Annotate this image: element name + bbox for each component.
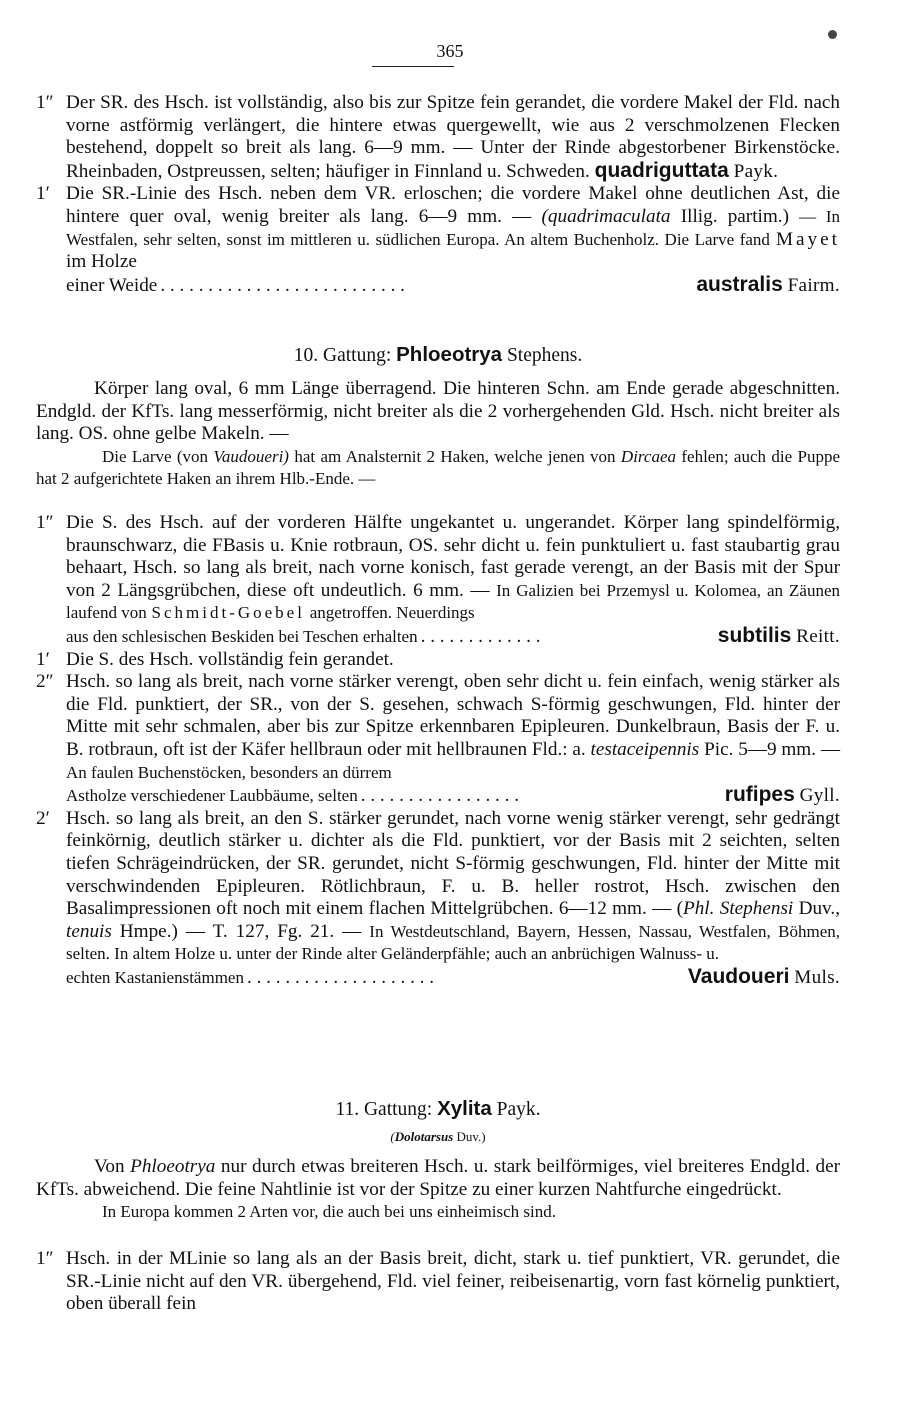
habitat-text-continued: im Holze <box>66 251 137 273</box>
note-text: Die Larve (von <box>102 446 209 466</box>
dot-leader: . . . . . . . . . . . . . . . . . . . . <box>246 966 435 988</box>
note-genus: Dircaea <box>620 446 676 466</box>
intro-text: Von <box>94 1156 125 1177</box>
entry-text: Die S. des Hsch. auf der vorderen Hälfte ungekantet u. ungerandet. Körper lang spindelförmig, braunschwarz, die FBasis u. Knie rotbraun, OS. sehr dicht u. fein punktuliert u. fast staubartig grau behaart, Hsch. so lang als breit, nach vorne konisch, fast gerade verengt, an der Basis mit der Spur von 2 Längsgrübchen, diese oft undeutlich. 6 mm. — <box>66 512 840 601</box>
key-entry-xylita-1 <box>36 1248 840 1316</box>
key-section-b <box>36 512 840 989</box>
page-number: 365 <box>436 41 464 61</box>
key-entry-quadriguttata <box>36 92 840 183</box>
synonym-name-2: tenuis <box>66 920 112 942</box>
habitat-text: In Westdeutschland, Bayern, Hessen, Nassau, Westfalen, Böhmen, selten. In altem Holze u. unter der Rinde alter Geländerpfähle; auch an anbrüchigen Walnuss- u. <box>66 921 840 964</box>
species-author: Reitt. <box>796 625 840 647</box>
species-author: Muls. <box>794 966 840 988</box>
synonym-name: Phl. Stephensi <box>682 898 794 920</box>
synonym-author: Duv., <box>798 898 841 920</box>
print-speck <box>828 30 837 39</box>
collector-name: Mayet <box>775 228 841 250</box>
species-author: Fairm. <box>787 274 840 296</box>
tail-text: echten Kastanienstämmen <box>66 967 244 987</box>
habitat-text-continued: angetroffen. Neuerdings <box>309 603 475 623</box>
species-name: Vaudoueri <box>687 964 790 988</box>
genus-heading-11 <box>36 1098 840 1122</box>
genus-intro: Körper lang oval, 6 mm Länge überragend. Die hinteren Schn. am Ende gerade abgeschnitten. Endgld. der KfTs. lang messerförmig, nicht breiter als die 2 vorhergehenden Gld. Hsch. nicht breiter als lang. OS. ohne gelbe Makeln. — <box>36 378 840 445</box>
subgenus-open: ( <box>390 1129 395 1144</box>
key-entry-1b <box>36 649 840 672</box>
dot-leader: . . . . . . . . . . . . . <box>420 625 541 647</box>
key-entry-rufipes <box>36 671 840 808</box>
key-entry-vaudoueri <box>36 808 840 990</box>
species-author: Payk. <box>733 160 779 182</box>
habitat-text: An faulen Buchenstöcken, besonders an dürrem <box>66 762 392 782</box>
entry-text: Hsch. so lang als breit, nach vorne stärker verengt, oben sehr dicht u. fein einfach, wenig stärker als die Fld. punktiert, der SR., von der S. gesehen, schwach S-förmig geschwungen, Fld. hinter der Mitte mit sehr schmalen, aber bis zur Spitze erkennbaren Epipleuren. Dunkelbraun, Basis der F. u. B. rotbraun, oft ist der Käfer hellbraun oder mit hellbraunen Fld.: a. <box>66 671 840 760</box>
subgenus-line <box>36 1126 840 1149</box>
habitat-text: — In Westfalen, sehr selten, sonst im mittleren u. südlichen Europa. An altem Buchenholz. Die Larve fand <box>66 206 840 249</box>
larva-note <box>36 446 840 491</box>
genus-name: Xylita <box>437 1097 492 1120</box>
tail-text: Astholze verschiedener Laubbäume, selten <box>66 786 358 806</box>
genus-11-description <box>36 1156 840 1224</box>
genus-note: In Europa kommen 2 Arten vor, die auch bei uns einheimisch sind. <box>102 1202 556 1222</box>
entry-text: Hsch. so lang als breit, an den S. stärker gerundet, nach vorne wenig stärker verengt, sehr gedrängt feinkörnig, deutlich stärker u. dichter als die Fld. punktiert, vor der Basis mit 2 seichten, selten tiefen Schrägeindrücken, der SR. gerundet, nicht S-förmig geschwungen, Fld. hinter der Mitte mit verschwindenden Epipleuren. Rötlichbraun, F. u. B. heller rostrot, Hsch. zwischen den Basalimpressionen oft noch mit einem flachen Mittelgrübchen. 6—12 mm. — ( <box>66 807 840 920</box>
key-entry-australis <box>36 183 840 297</box>
key-number: 1″ <box>36 1248 54 1269</box>
key-number: 2′ <box>36 807 50 829</box>
dot-leader: . . . . . . . . . . . . . . . . . <box>360 785 520 807</box>
genus-author: Payk. <box>496 1099 541 1120</box>
synonym-author: Illig. partim.) <box>680 205 789 227</box>
page-number-rule <box>372 66 454 67</box>
synonym-name: (quadrimaculata <box>541 205 671 227</box>
genus-10-description <box>36 378 840 491</box>
entry-text: Die SR.-Linie des Hsch. neben dem VR. erloschen; die vordere Makel ohne deutlichen Ast, die hintere quer oval, wenig breiter als lang. 6—9 mm. — <box>66 183 840 227</box>
entry-tail-line <box>66 625 840 649</box>
dot-leader: . . . . . . . . . . . . . . . . . . . . . . . . . . <box>160 274 405 296</box>
entry-text: Hsch. in der MLinie so lang als an der Basis breit, dicht, stark u. tief punktiert, VR. gerundet, die SR.-Linie nicht auf den VR. übergehend, Fld. viel feiner, reibeisenartig, vorn fast körnelig punktiert, oben überall fein <box>66 1248 840 1315</box>
key-number: 2″ <box>36 671 54 693</box>
note-text-end: fehlen; auch die Puppe hat 2 aufgerichtete Haken an ihrem Hlb.-Ende. — <box>36 446 840 489</box>
genus-label: 11. Gattung: <box>335 1099 433 1120</box>
tail-text: einer Weide <box>66 274 158 296</box>
entry-text: Der SR. des Hsch. ist vollständig, also bis zur Spitze fein gerandet, die vordere Makel der Fld. nach vorne astförmig verlängert, die hintere etwas quergewellt, wie aus 2 verschmolzenen Flecken bestehend, doppelt so breit als lang. 6—9 mm. — Unter der Rinde abgestorbener Birkenstöcke. Rheinbaden, Ostpreussen, selten; häufiger in Finnland u. Schweden. <box>66 92 840 182</box>
species-name: quadriguttata <box>594 158 729 182</box>
entry-tail-line <box>66 274 840 298</box>
genus-label: 10. Gattung: <box>293 345 392 366</box>
synonym-author-2: Hmpe.) — T. 127, Fg. 21. — <box>119 920 362 942</box>
species-author: Gyll. <box>799 785 840 807</box>
subgenus-name: Dolotarsus <box>394 1129 454 1144</box>
genus-intro <box>36 1156 840 1201</box>
species-name: rufipes <box>724 783 795 807</box>
species-name: australis <box>696 272 783 296</box>
key-number: 1″ <box>36 92 54 113</box>
intro-text-continued: nur durch etwas breiteren Hsch. u. stark beilförmiges, viel breiteres Endgld. der KfTs. abweichend. Die feine Nahtlinie ist vor der Spitze zu einer kurzen Nahtfurche eingedrückt. <box>36 1156 841 1200</box>
genus-author: Stephens. <box>506 345 583 366</box>
species-name: subtilis <box>717 623 792 647</box>
note-species: Vaudoueri) <box>213 446 289 466</box>
key-section-c <box>36 1248 840 1316</box>
note-text-continued: hat am Analsternit 2 Haken, welche jenen von <box>294 446 616 466</box>
key-section-a <box>36 92 840 297</box>
key-number: 1′ <box>36 648 50 670</box>
key-number: 1′ <box>36 183 50 205</box>
genus-name: Phloeotrya <box>396 343 503 366</box>
variety-author: Pic. 5—9 mm. — <box>704 738 841 760</box>
entry-tail-line <box>66 966 840 990</box>
habitat-text: In Galizien bei Przemysl u. Kolomea, an Zäunen laufend von <box>66 580 841 623</box>
key-number: 1″ <box>36 512 54 533</box>
tail-text: aus den schlesischen Beskiden bei Teschen erhalten <box>66 626 418 646</box>
genus-heading-10 <box>36 344 840 368</box>
key-entry-subtilis <box>36 512 840 649</box>
variety-name: testaceipennis <box>590 738 700 760</box>
subgenus-author: Duv.) <box>456 1129 486 1144</box>
entry-text: Die S. des Hsch. vollständig fein gerandet. <box>66 648 394 670</box>
collector-name: Schmidt-Goebel <box>151 603 305 623</box>
entry-tail-line <box>66 784 840 808</box>
intro-genus: Phloeotrya <box>130 1156 216 1177</box>
